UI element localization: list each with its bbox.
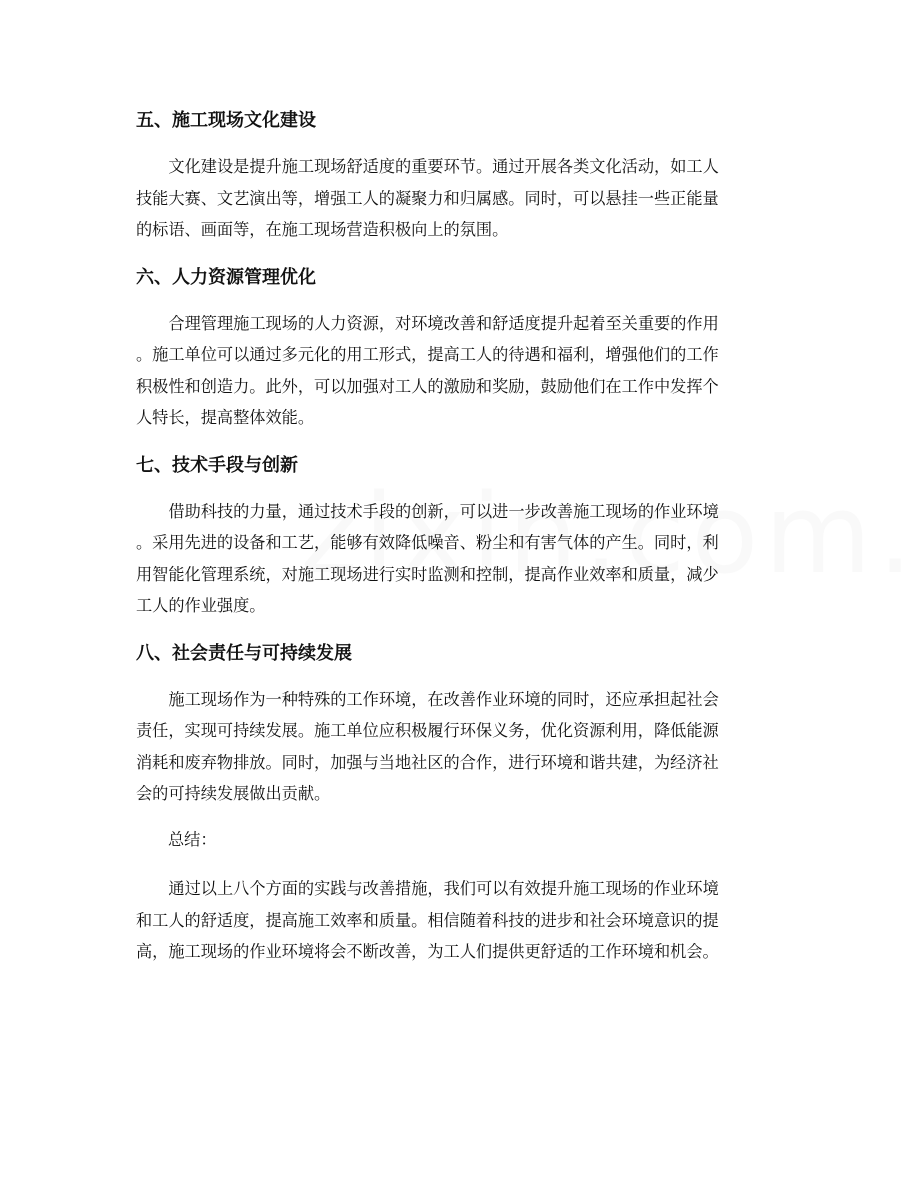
section-social-responsibility: [136, 636, 786, 810]
paragraph-line: 的标语、画面等，在施工现场营造积极向上的氛围。: [136, 220, 509, 239]
paragraph-line: 用智能化管理系统，对施工现场进行实时监测和控制，提高作业效率和质量，减少: [136, 564, 719, 584]
paragraph-line: 文化建设是提升施工现场舒适度的重要环节。通过开展各类文化活动，如工人: [168, 157, 719, 176]
paragraph-line: 合理管理施工现场的人力资源，对环境改善和舒适度提升起着至关重要的作用: [168, 313, 719, 333]
section-technology: [136, 448, 786, 622]
paragraph-line: 。采用先进的设备和工艺，能够有效降低噪音、粉尘和有害气体的产生。同时，利: [136, 533, 719, 552]
section-heading: 七、技术手段与创新: [136, 454, 298, 476]
paragraph-line: 责任，实现可持续发展。施工单位应积极履行环保义务，优化资源利用，降低能源: [136, 721, 719, 740]
section-paragraph: [136, 308, 786, 434]
section-heading: 五、施工现场文化建设: [136, 110, 316, 131]
section-paragraph: [136, 151, 786, 246]
document-body: [136, 103, 786, 982]
paragraph-line: 。施工单位可以通过多元化的用工形式，提高工人的待遇和福利，增强他们的工作: [136, 345, 719, 364]
section-paragraph: [136, 496, 786, 622]
paragraph-line: 技能大赛、文艺演出等，增强工人的凝聚力和归属感。同时，可以悬挂一些正能量: [136, 188, 719, 208]
summary-paragraph: [136, 873, 786, 968]
paragraph-line: 消耗和废弃物排放。同时，加强与当地社区的合作，进行环境和谐共建，为经济社: [136, 752, 719, 772]
paragraph-line: 会的可持续发展做出贡献。: [136, 784, 331, 803]
section-heading: 六、人力资源管理优化: [136, 266, 316, 288]
paragraph-line: 施工现场作为一种特殊的工作环境，在改善作业环境的同时，还应承担起社会: [168, 689, 719, 709]
paragraph-line: 借助科技的力量，通过技术手段的创新，可以进一步改善施工现场的作业环境: [168, 501, 719, 521]
section-hr: [136, 260, 786, 434]
paragraph-line: 人特长，提高整体效能。: [136, 408, 315, 427]
section-heading: 八、社会责任与可持续发展: [136, 642, 352, 664]
paragraph-line: 工人的作业强度。: [136, 596, 266, 615]
section-paragraph: [136, 684, 786, 810]
section-culture: [136, 103, 786, 246]
paragraph-line: 和工人的舒适度，提高施工效率和质量。相信随着科技的进步和社会环境意识的提: [136, 910, 719, 930]
paragraph-line: 通过以上八个方面的实践与改善措施，我们可以有效提升施工现场的作业环境: [168, 879, 719, 898]
paragraph-line: 高，施工现场的作业环境将会不断改善，为工人们提供更舒适的工作环境和机会。: [136, 942, 719, 961]
paragraph-line: 积极性和创造力。此外，可以加强对工人的激励和奖励，鼓励他们在工作中发挥个: [136, 376, 719, 396]
summary-label: 总结：: [168, 829, 217, 849]
